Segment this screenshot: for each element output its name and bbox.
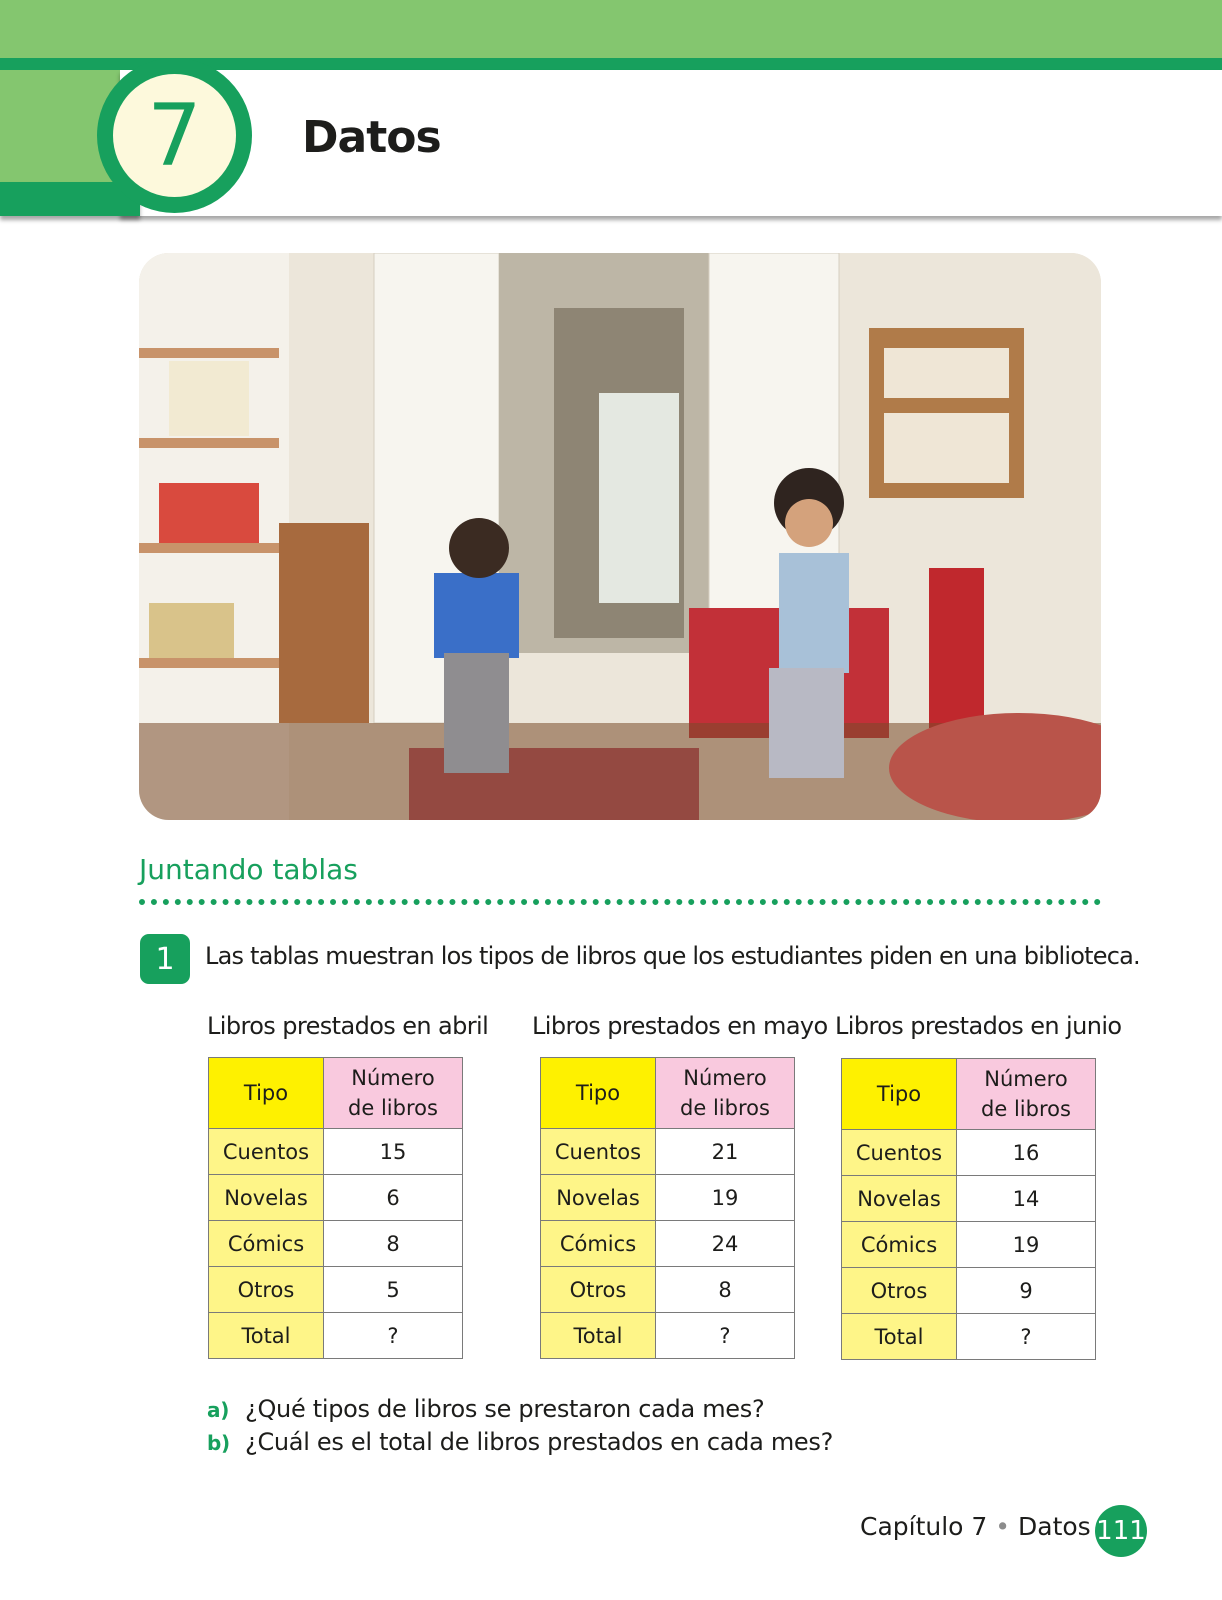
footer-chapter [860, 1512, 1091, 1541]
header-top-band [0, 0, 1222, 58]
table-row [209, 1175, 463, 1221]
row-num: 9 [957, 1268, 1096, 1314]
row-num: 5 [324, 1267, 463, 1313]
table-row [842, 1314, 1096, 1360]
question-b [207, 1428, 833, 1456]
footer-chapter-label: Capítulo 7 [860, 1512, 988, 1541]
chapter-number: 7 [113, 74, 236, 197]
row-tipo: Cuentos [842, 1130, 957, 1176]
footer-separator: • [995, 1512, 1011, 1541]
table-row [541, 1267, 795, 1313]
row-tipo: Cómics [842, 1222, 957, 1268]
question-a-text: ¿Qué tipos de libros se prestaron cada mes? [245, 1395, 765, 1423]
row-tipo: Cuentos [209, 1129, 324, 1175]
table-header-row [842, 1059, 1096, 1130]
section-title: Juntando tablas [139, 853, 358, 886]
row-tipo: Otros [209, 1267, 324, 1313]
row-tipo: Total [842, 1314, 957, 1360]
table-row [209, 1267, 463, 1313]
row-num: 19 [957, 1222, 1096, 1268]
footer-chapter-name: Datos [1018, 1512, 1091, 1541]
row-tipo: Novelas [842, 1176, 957, 1222]
row-num: 8 [324, 1221, 463, 1267]
row-num: 16 [957, 1130, 1096, 1176]
table-row [209, 1313, 463, 1359]
header-numero-line2: de libros [348, 1096, 438, 1120]
row-num: ? [957, 1314, 1096, 1360]
header-numero-line1: Número [984, 1067, 1068, 1091]
section-divider [139, 899, 1101, 905]
row-tipo: Novelas [209, 1175, 324, 1221]
header-numero-line2: de libros [680, 1096, 770, 1120]
header-title-box [120, 70, 1222, 216]
table-row [541, 1313, 795, 1359]
row-num: 24 [656, 1221, 795, 1267]
question-b-label: b) [207, 1431, 230, 1455]
library-photo [139, 253, 1101, 820]
header-tipo: Tipo [209, 1058, 324, 1129]
library-photo-illustration [139, 253, 1101, 820]
table-row [541, 1175, 795, 1221]
table-row [842, 1176, 1096, 1222]
table-mayo [540, 1057, 795, 1359]
table-caption-abril: Libros prestados en abril [207, 1012, 489, 1040]
page-number: 111 [1095, 1505, 1147, 1557]
chapter-title: Datos [302, 112, 441, 163]
row-num: 6 [324, 1175, 463, 1221]
row-tipo: Cómics [209, 1221, 324, 1267]
row-tipo: Otros [842, 1268, 957, 1314]
table-row [541, 1221, 795, 1267]
header-numero-line2: de libros [981, 1097, 1071, 1121]
table-header-row [209, 1058, 463, 1129]
table-row [842, 1222, 1096, 1268]
chapter-number-circle [97, 58, 252, 213]
question-b-text: ¿Cuál es el total de libros prestados en cada mes? [245, 1428, 834, 1456]
exercise-intro: Las tablas muestran los tipos de libros que los estudiantes piden en una biblioteca. [205, 942, 1140, 970]
table-abril [208, 1057, 463, 1359]
question-a [207, 1395, 764, 1423]
table-row [209, 1129, 463, 1175]
header-tipo: Tipo [541, 1058, 656, 1129]
table-header-row [541, 1058, 795, 1129]
table-row [209, 1221, 463, 1267]
row-num: 15 [324, 1129, 463, 1175]
header-tipo: Tipo [842, 1059, 957, 1130]
exercise-number-badge: 1 [140, 934, 190, 984]
row-tipo: Novelas [541, 1175, 656, 1221]
table-junio [841, 1058, 1096, 1360]
table-row [541, 1129, 795, 1175]
row-num: 21 [656, 1129, 795, 1175]
header-numero [324, 1058, 463, 1129]
header-numero [957, 1059, 1096, 1130]
row-tipo: Total [209, 1313, 324, 1359]
row-num: ? [656, 1313, 795, 1359]
header-numero-line1: Número [351, 1066, 435, 1090]
row-num: ? [324, 1313, 463, 1359]
table-caption-mayo: Libros prestados en mayo [532, 1012, 828, 1040]
question-a-label: a) [207, 1398, 230, 1422]
header-numero [656, 1058, 795, 1129]
row-num: 19 [656, 1175, 795, 1221]
row-tipo: Total [541, 1313, 656, 1359]
row-num: 8 [656, 1267, 795, 1313]
row-tipo: Otros [541, 1267, 656, 1313]
row-tipo: Cómics [541, 1221, 656, 1267]
table-caption-junio: Libros prestados en junio [835, 1012, 1122, 1040]
table-row [842, 1268, 1096, 1314]
header-numero-line1: Número [683, 1066, 767, 1090]
row-tipo: Cuentos [541, 1129, 656, 1175]
row-num: 14 [957, 1176, 1096, 1222]
table-row [842, 1130, 1096, 1176]
